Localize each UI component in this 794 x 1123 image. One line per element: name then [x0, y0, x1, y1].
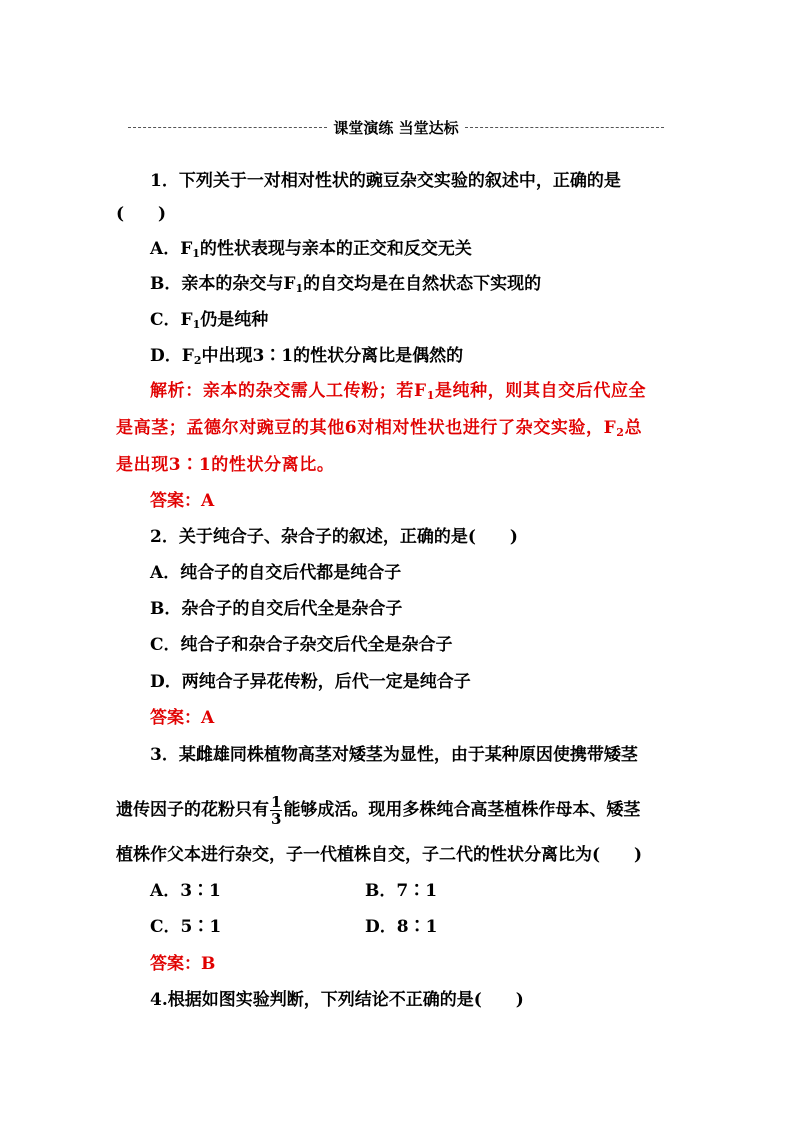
q3-option-a: A．3∶1 — [150, 881, 221, 901]
section-header — [128, 116, 664, 138]
q2-stem: 2．关于纯合子、杂合子的叙述，正确的是( ) — [150, 527, 518, 547]
q2-answer: 答案：A — [150, 708, 215, 728]
q1-option-b: B．亲本的杂交与$F_1$的自交均是在自然状态下实现的 — [150, 274, 542, 295]
q3-option-d: D．8∶1 — [365, 917, 438, 937]
q1-analysis-line-3: 是出现3∶1的性状分离比。 — [116, 455, 335, 475]
q1-stem-bracket: ( ) — [116, 204, 167, 224]
analysis-label: 解析： — [150, 381, 203, 401]
section-title: 课堂演练 当堂达标 — [333, 118, 459, 137]
q1-option-a: A．$F_1$的性状表现与亲本的正交和反交无关 — [150, 239, 472, 260]
q3-option-c: C．5∶1 — [150, 917, 222, 937]
fraction-one-third: $\frac{1}{3}$ — [271, 793, 282, 828]
q4-stem: 4.根据如图实验判断，下列结论不正确的是( ) — [150, 990, 524, 1010]
q1-analysis-line-2: 是高茎；孟德尔对豌豆的其他6对相对性状也进行了杂交实验，$F_2$总 — [116, 418, 643, 439]
q3-stem-line-3: 植株作父本进行杂交，子一代植株自交，子二代的性状分离比为( ) — [116, 845, 643, 865]
q1-option-c: C．$F_1$仍是纯种 — [150, 310, 269, 331]
header-divider-right — [465, 127, 664, 128]
q1-analysis-line-1: 解析：亲本的杂交需人工传粉；若$F_1$是纯种，则其自交后代应全 — [150, 381, 647, 402]
q1-stem: 1．下列关于一对相对性状的豌豆杂交实验的叙述中，正确的是 — [150, 171, 621, 191]
q2-option-b: B．杂合子的自交后代全是杂合子 — [150, 599, 403, 619]
q2-option-d: D．两纯合子异花传粉，后代一定是纯合子 — [150, 672, 471, 692]
q1-option-d: D．$F_2$中出现3∶1的性状分离比是偶然的 — [150, 346, 464, 367]
q2-option-a: A．纯合子的自交后代都是纯合子 — [150, 563, 402, 583]
q3-answer: 答案：B — [150, 954, 216, 974]
q3-stem-line-1: 3．某雌雄同株植物高茎对矮茎为显性，由于某种原因使携带矮茎 — [150, 745, 638, 765]
q1-answer: 答案：A — [150, 491, 215, 511]
q3-option-b: B．7∶1 — [365, 881, 438, 901]
q2-option-c: C．纯合子和杂合子杂交后代全是杂合子 — [150, 635, 453, 655]
q3-stem-line-2: 遗传因子的花粉只有 $\frac{1}{3}$ 能够成活。现用多株纯合高茎植株作母本、矮茎 — [116, 793, 641, 828]
header-divider-left — [128, 127, 327, 128]
